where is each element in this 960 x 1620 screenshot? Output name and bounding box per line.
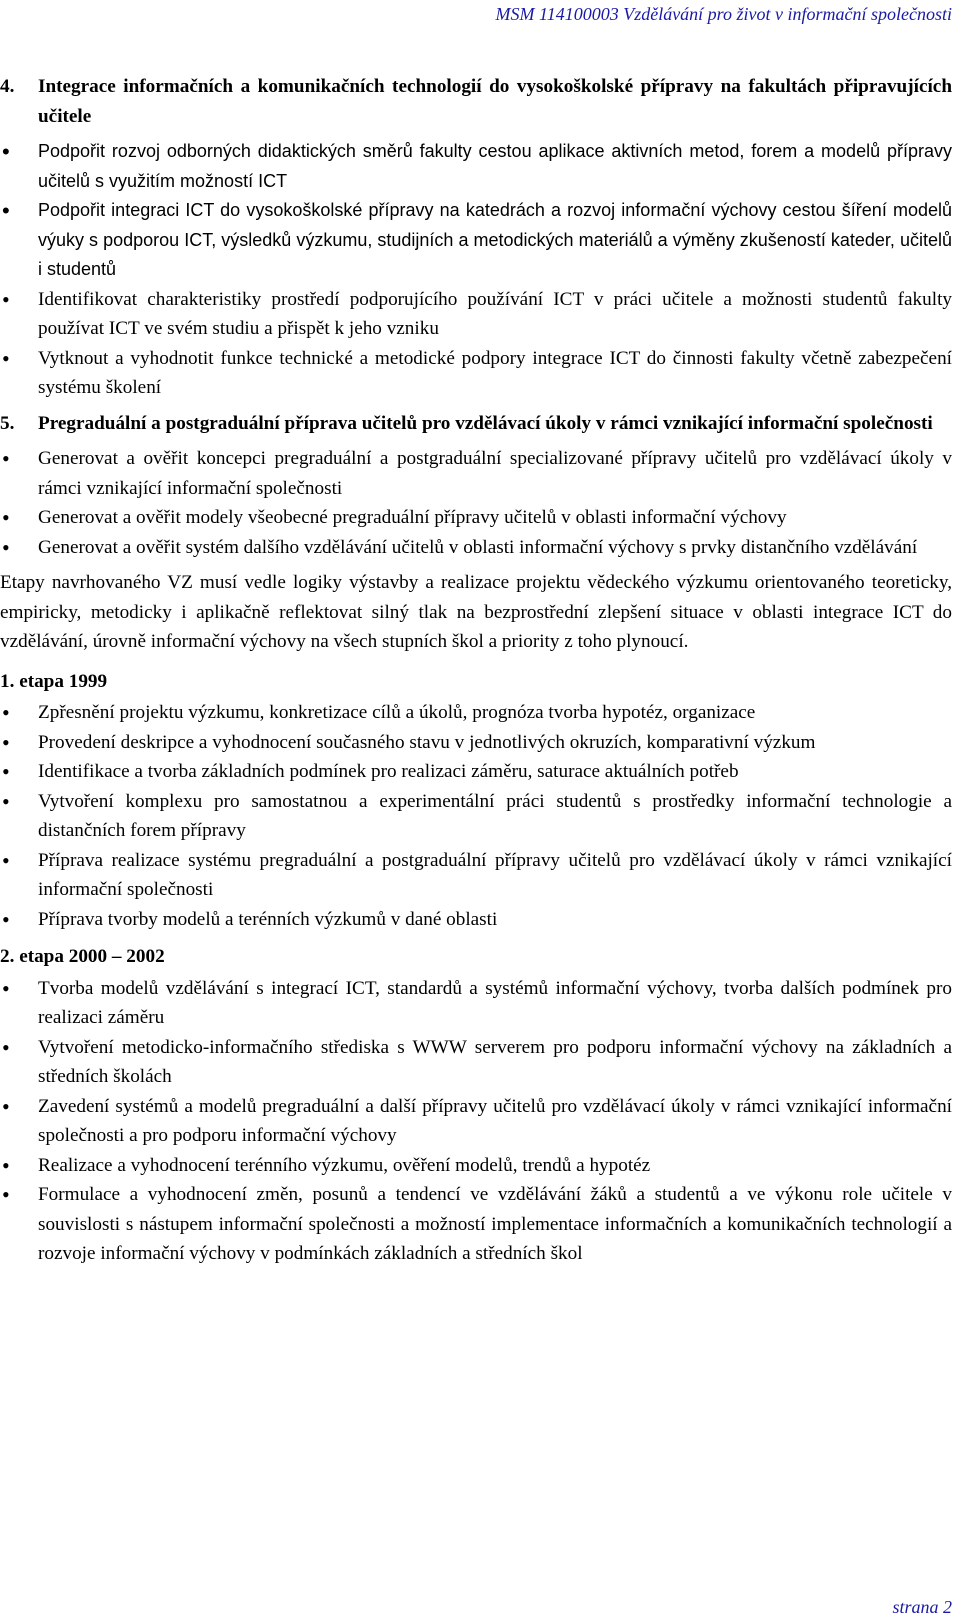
- document-body: [0, 72, 952, 1275]
- list-item: • Vytvoření komplexu pro samostatnou a experimentální práci studentů s prostředky informační technologie a distančních forem přípravy: [0, 787, 952, 846]
- section-4-title: Integrace informačních a komunikačních technologií do vysokoškolské přípravy na fakultách připravujících učitele: [38, 76, 952, 127]
- etapa-2-heading: 2. etapa 2000 – 2002: [0, 946, 165, 967]
- list-item: • Identifikace a tvorba základních podmínek pro realizaci záměru, saturace aktuálních potřeb: [0, 757, 952, 787]
- list-item: • Podpořit integraci ICT do vysokoškolské přípravy na katedrách a rozvoj informační výchovy cestou šíření modelů výuky s podporou ICT, výsledků výzkumu, studijních a metodických materiálů a výměny zkušeností kateder, učitelů i studentů: [0, 196, 952, 285]
- list-item: • Generovat a ověřit modely všeobecné pregraduální přípravy učitelů v oblasti informační výchovy: [0, 503, 952, 533]
- list-item: • Zavedení systémů a modelů pregraduální a další přípravy učitelů pro vzdělávací úkoly v rámci vznikající informační společnosti a pro podporu informační výchovy: [0, 1092, 952, 1151]
- section-5-number: 5.: [0, 412, 15, 434]
- list-item: • Formulace a vyhodnocení změn, posunů a tendencí ve vzdělávání žáků a studentů a ve výkonu role učitele v souvislosti s nástupem informační společnosti a možností implementace informačních a komunikačních technologií a rozvoje informační výchovy v podmínkách základních a středních škol: [0, 1180, 952, 1269]
- page-header: MSM 114100003 Vzdělávání pro život v informační společnosti: [495, 4, 952, 24]
- list-item: • Identifikovat charakteristiky prostředí podporujícího používání ICT v práci učitele a možnosti studentů fakulty používat ICT ve svém studiu a přispět k jeho vzniku: [0, 285, 952, 344]
- section-4-list: [0, 137, 952, 403]
- page-number: strana 2: [892, 1597, 952, 1617]
- list-item: • Tvorba modelů vzdělávání s integrací ICT, standardů a systémů informační výchovy, tvorba dalších podmínek pro realizaci záměru: [0, 974, 952, 1033]
- etapa-2-list: [0, 974, 952, 1269]
- etapa-1-list: [0, 698, 952, 934]
- list-item: • Vytknout a vyhodnotit funkce technické a metodické podpory integrace ICT do činnosti fakulty včetně zabezpečení systému školení: [0, 344, 952, 403]
- list-item: • Příprava realizace systému pregraduální a postgraduální přípravy učitelů pro vzdělávací úkoly v rámci vznikající informační společnosti: [0, 846, 952, 905]
- section-4-heading: [0, 72, 952, 131]
- list-item: • Generovat a ověřit koncepci pregraduální a postgraduální specializované přípravy učitelů pro vzdělávací úkoly v rámci vznikající informační společnosti: [0, 444, 952, 503]
- list-item: • Vytvoření metodicko-informačního střediska s WWW serverem pro podporu informační výchovy na základních a středních školách: [0, 1033, 952, 1092]
- section-5-heading: [0, 409, 952, 439]
- list-item: • Příprava tvorby modelů a terénních výzkumů v dané oblasti: [0, 905, 952, 935]
- section-5-title: Pregraduální a postgraduální příprava učitelů pro vzdělávací úkoly v rámci vznikající informační společnosti: [38, 412, 933, 434]
- list-item: • Provedení deskripce a vyhodnocení současného stavu v jednotlivých okruzích, komparativní výzkum: [0, 728, 952, 758]
- etapa-1-heading: 1. etapa 1999: [0, 670, 108, 692]
- list-item: • Generovat a ověřit systém dalšího vzdělávání učitelů v oblasti informační výchovy s prvky distančního vzdělávání: [0, 533, 952, 563]
- list-item: • Realizace a vyhodnocení terénního výzkumu, ověření modelů, trendů a hypotéz: [0, 1151, 952, 1181]
- list-item: • Zpřesnění projektu výzkumu, konkretizace cílů a úkolů, prognóza tvorba hypotéz, organizace: [0, 698, 952, 728]
- body-paragraph: Etapy navrhovaného VZ musí vedle logiky výstavby a realizace projektu vědeckého výzkumu orientovaného teoreticky, empiricky, metodicky i aplikačně reflektovat silný tlak na bezprostřední zlepšení situace v oblasti integrace ICT do vzdělávání, úrovně informační výchovy na všech stupních škol a priority z toho plynoucí.: [0, 572, 952, 652]
- section-5-list: [0, 444, 952, 562]
- list-item: • Podpořit rozvoj odborných didaktických směrů fakulty cestou aplikace aktivních metod, forem a modelů přípravy učitelů s využitím možností ICT: [0, 137, 952, 196]
- section-4-number: 4.: [0, 76, 15, 97]
